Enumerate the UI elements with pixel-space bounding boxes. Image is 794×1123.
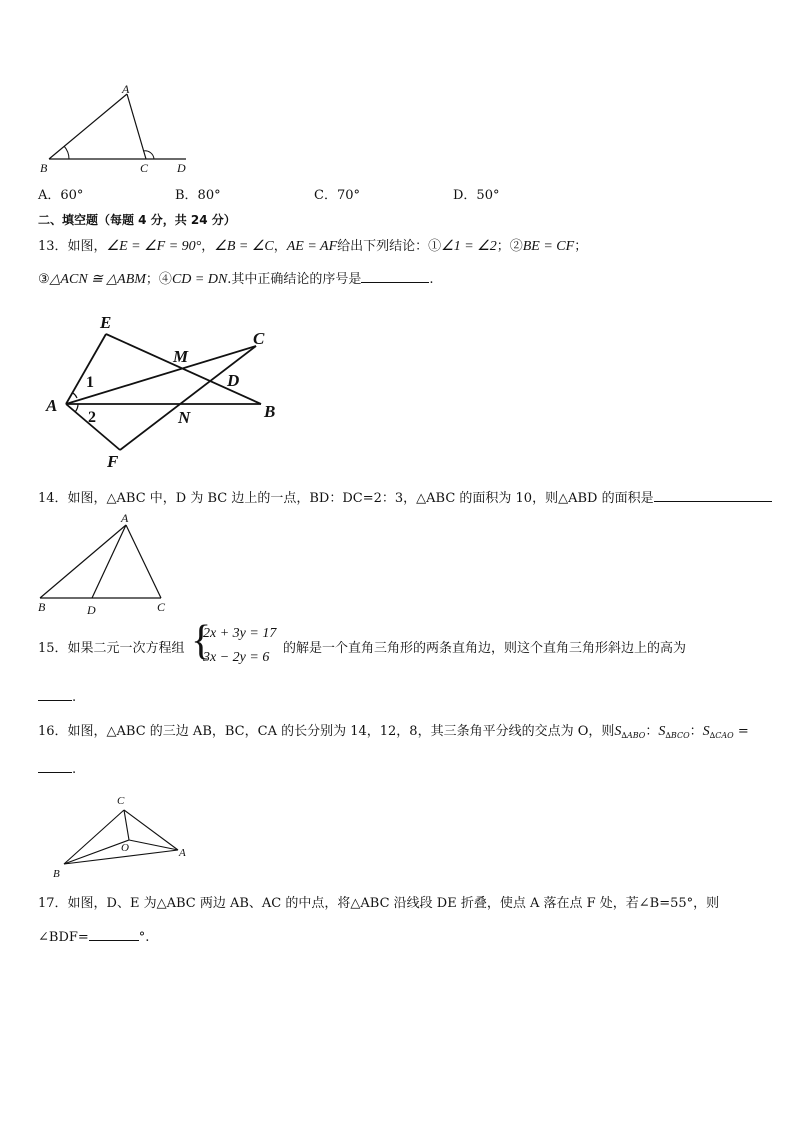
q15-line2 bbox=[38, 688, 76, 707]
q16-s2: S bbox=[658, 724, 666, 739]
label-c: C bbox=[157, 600, 166, 614]
q13-sep2: ， bbox=[273, 239, 287, 254]
segment-ad bbox=[92, 525, 126, 598]
q16-sub3: ∆CAO bbox=[709, 731, 734, 740]
label-e: E bbox=[100, 313, 112, 332]
q16-answer-blank[interactable] bbox=[38, 760, 72, 773]
q17-line2 bbox=[38, 928, 149, 947]
q13-expr5: BE = CF bbox=[522, 239, 575, 254]
q13-expr2: ∠B = ∠C bbox=[214, 239, 274, 254]
segment-ab bbox=[49, 94, 127, 159]
label-m: M bbox=[173, 347, 189, 366]
angle-2-arc bbox=[75, 404, 78, 412]
label-b: B bbox=[53, 868, 60, 880]
label-n: N bbox=[178, 408, 191, 427]
segment-ab bbox=[40, 525, 126, 598]
angle-1-arc bbox=[73, 393, 77, 398]
label-a: A bbox=[121, 511, 129, 525]
q14-answer-blank[interactable] bbox=[654, 489, 772, 502]
q13-text2: ；② bbox=[496, 239, 523, 254]
q14-figure bbox=[36, 510, 176, 620]
label-b: B bbox=[264, 402, 276, 421]
q16-sub2: ∆BCO bbox=[665, 731, 690, 740]
q16-figure bbox=[48, 790, 198, 882]
q15-eq1: 2x + 3y = 17 bbox=[203, 626, 277, 641]
q13-line2 bbox=[38, 270, 434, 289]
q13-expr7: CD = DN bbox=[171, 272, 228, 287]
q13-expr6: △ACN ≅ △ABM bbox=[49, 272, 146, 287]
label-b: B bbox=[40, 161, 48, 175]
q13-expr4: ∠1 = ∠2 bbox=[441, 239, 497, 254]
label-b: B bbox=[38, 600, 46, 614]
q13-sep1: ， bbox=[201, 239, 215, 254]
label-2: 2 bbox=[88, 409, 96, 426]
q13-text1: 给出下列结论：① bbox=[337, 239, 442, 254]
segment-ac bbox=[126, 525, 161, 598]
q16-eq: = bbox=[733, 724, 749, 739]
q15-answer-blank[interactable] bbox=[38, 688, 72, 701]
q13-line1 bbox=[38, 238, 587, 256]
q13-answer-blank[interactable] bbox=[361, 270, 429, 283]
q15-eq2: 3x − 2y = 6 bbox=[203, 650, 270, 665]
q16-colon2: ： bbox=[689, 724, 703, 739]
q15-brace: { bbox=[191, 618, 212, 664]
section-title: 二、填空题（每题 4 分，共 24 分） bbox=[38, 213, 236, 227]
q16-end: . bbox=[72, 762, 77, 777]
q16-sub1: ∆ABO bbox=[621, 731, 646, 740]
q12-option-c: C．70° bbox=[314, 188, 360, 203]
q13-number: 13．如图， bbox=[38, 239, 107, 254]
q13-figure bbox=[40, 308, 290, 476]
label-c: C bbox=[253, 329, 265, 348]
label-a: A bbox=[46, 396, 58, 415]
label-f: F bbox=[107, 452, 119, 471]
label-o: O bbox=[121, 842, 129, 854]
q16-s1: S bbox=[614, 724, 622, 739]
q17-end: °. bbox=[138, 930, 150, 945]
q13-expr3: AE = AF bbox=[286, 239, 338, 254]
label-1: 1 bbox=[86, 374, 94, 391]
label-d: D bbox=[227, 371, 240, 390]
q17-answer-blank[interactable] bbox=[89, 928, 139, 941]
q12-option-b: B．80° bbox=[175, 188, 221, 203]
q13-text4: ③ bbox=[38, 272, 50, 287]
angle-b-arc bbox=[64, 146, 69, 159]
segment-ac bbox=[127, 94, 146, 159]
q15-prefix: 15．如果二元一次方程组 bbox=[38, 641, 185, 656]
q13-expr1: ∠E = ∠F = 90° bbox=[106, 239, 202, 254]
q13-text5: ；④ bbox=[145, 272, 172, 287]
q13-end: . bbox=[429, 272, 434, 287]
q16-text: 16．如图，△ABC 的三边 AB，BC，CA 的长分别为 14，12，8，其三条角平分线的交点为 O，则 bbox=[38, 724, 615, 739]
q16-line1 bbox=[38, 723, 749, 745]
q16-line2 bbox=[38, 760, 76, 779]
q13-text3: ； bbox=[574, 239, 588, 254]
q15-end: . bbox=[72, 690, 77, 705]
q14-line bbox=[38, 489, 772, 508]
q13-text6: .其中正确结论的序号是 bbox=[227, 272, 362, 287]
q17-prefix: ∠BDF= bbox=[38, 930, 89, 945]
q12-figure bbox=[36, 80, 196, 180]
q15-suffix: 的解是一个直角三角形的两条直角边，则这个直角三角形斜边上的高为 bbox=[283, 641, 687, 656]
q17-line1: 17．如图，D、E 为△ABC 两边 AB、AC 的中点，将△ABC 沿线段 DE 折叠，使点 A 落在点 F 处，若∠B=55°，则 bbox=[38, 896, 720, 911]
label-d: D bbox=[177, 161, 186, 175]
q16-colon1: ： bbox=[645, 724, 659, 739]
label-c: C bbox=[140, 161, 149, 175]
segment-bc bbox=[64, 810, 124, 864]
q12-option-a: A．60° bbox=[38, 188, 84, 203]
q14-text: 14．如图，△ABC 中，D 为 BC 边上的一点，BD：DC=2：3，△ABC 的面积为 10，则△ABD 的面积是 bbox=[38, 491, 654, 506]
label-a: A bbox=[122, 82, 130, 96]
q16-s3: S bbox=[702, 724, 710, 739]
label-a: A bbox=[179, 847, 186, 859]
label-c: C bbox=[117, 795, 125, 807]
q12-option-d: D．50° bbox=[453, 188, 500, 203]
label-d: D bbox=[87, 603, 96, 617]
segment-oc bbox=[124, 810, 129, 840]
